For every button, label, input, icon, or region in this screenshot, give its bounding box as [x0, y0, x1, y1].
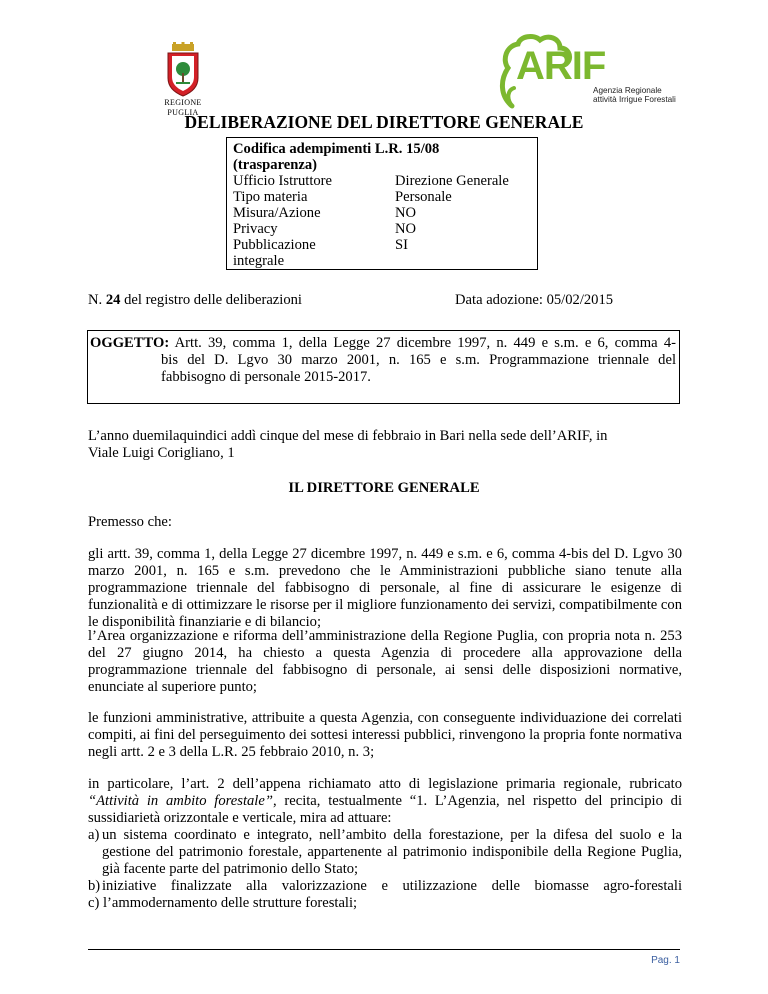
arif-logo-subtitle [593, 86, 676, 104]
arif-logo [496, 32, 676, 112]
list-item [88, 878, 682, 895]
document-title: DELIBERAZIONE DEL DIRETTORE GENERALE [184, 112, 584, 132]
registro-suffix: del registro delle deliberazioni [120, 292, 302, 308]
codifica-key: Misura/Azione [233, 205, 321, 221]
section-heading: IL DIRETTORE GENERALE [288, 480, 480, 496]
region-logo-label: REGIONE PUGLIA [164, 98, 202, 117]
footer-divider [88, 949, 680, 950]
premesso-label: Premesso che: [88, 514, 172, 530]
registro-prefix: N. [88, 292, 106, 308]
intro-line-2: Viale Luigi Corigliano, 1 [88, 445, 235, 461]
oggetto-line-3: fabbisogno di personale 2015-2017. [161, 369, 371, 385]
paragraph-3: le funzioni amministrative, attribuite a questa Agenzia, con conseguente individuazione dei correlati compiti, ai fini del perseguimento dei sottesi interessi pubblici, rinvengono la propria fonte normativa negli artt. 2 e 3 della L.R. 25 febbraio 2010, n. 3; [88, 710, 682, 760]
oggetto-line-1 [90, 335, 676, 352]
registro-line [88, 292, 302, 309]
codifica-key: Privacy [233, 221, 278, 237]
paragraph-4-italic: “Attività in ambito forestale” [88, 793, 273, 809]
region-crest-icon [148, 42, 218, 98]
oggetto-label: OGGETTO: [90, 335, 170, 351]
codifica-value: SI [395, 237, 408, 253]
codifica-key-continuation: integrale [233, 253, 285, 269]
codifica-heading-1: Codifica adempimenti L.R. 15/08 [233, 141, 440, 157]
arif-logo-word: ARIF [516, 44, 606, 88]
intro-paragraph [88, 428, 682, 462]
paragraph-1: gli artt. 39, comma 1, della Legge 27 dicembre 1997, n. 449 e s.m. e 6, comma 4-bis del D. Lgvo 30 marzo 2001, n. 165 e s.m. prevedono che le Amministrazioni pubbliche siano tenute alla programmazione triennale del fabbisogno di personale, al fine di assicurare le esigenze di funzionalità e di ottimizzare le risorse per il migliore funzionamento dei servizi, compatibilmente con le disponibilità finanziarie e di bilancio; [88, 546, 682, 630]
codifica-row [233, 189, 537, 205]
codifica-value: Direzione Generale [395, 173, 509, 189]
registro-number: 24 [105, 292, 121, 308]
codifica-key: Pubblicazione [233, 237, 316, 253]
arif-logo-sub-line-1: Agenzia Regionale [593, 86, 662, 95]
list-marker: a) [88, 827, 100, 843]
codifica-value: NO [395, 221, 417, 237]
list-item-text: iniziative finalizzate alla valorizzazione e utilizzazione delle biomasse agro-forestali [102, 878, 682, 894]
page-number: Pag. 1 [651, 955, 680, 966]
list-marker: c) [88, 895, 100, 911]
intro-line-1: L’anno duemilaquindici addì cinque del mese di febbraio in Bari nella sede dell’ARIF, in [88, 428, 608, 444]
oggetto-box [87, 330, 680, 404]
oggetto-text-1: Artt. 39, comma 1, della Legge 27 dicembre 1997, n. 449 e s.m. e 6, comma 4- [169, 335, 676, 351]
arif-logo-sub-line-2: attività Irrigue Forestali [593, 95, 676, 104]
regione-puglia-logo [148, 42, 218, 117]
codifica-key: Tipo materia [233, 189, 308, 205]
codifica-key: Ufficio Istruttore [233, 173, 333, 189]
paragraph-2: l’Area organizzazione e riforma dell’amministrazione della Regione Puglia, con propria nota n. 253 del 27 giugno 2014, ha chiesto a questa Agenzia di procedere alla approvazione della programmazione triennale del fabbisogno di personale, ai sensi delle disposizioni normative, enunciate al superiore punto; [88, 628, 682, 695]
list-marker: b) [88, 878, 101, 894]
paragraph-4-pre: in particolare, l’art. 2 dell’appena richiamato atto di legislazione primaria regionale, rubricato [88, 776, 682, 792]
codifica-value: NO [395, 205, 417, 221]
list-item [88, 895, 682, 912]
paragraph-4-post: , recita, testualmente “1. L’Agenzia, nel rispetto del principio di sussidiarietà orizzontale e verticale, mira ad attuare: [88, 793, 682, 826]
codifica-heading-2: (trasparenza) [233, 157, 318, 173]
codifica-value: Personale [395, 189, 452, 205]
codifica-row [233, 205, 537, 221]
list-item [88, 827, 682, 878]
list-item-text: l’ammodernamento delle strutture forestali; [103, 895, 358, 911]
data-adozione: Data adozione: 05/02/2015 [455, 292, 614, 308]
codifica-row [233, 237, 537, 253]
codifica-row [233, 173, 537, 189]
paragraph-4 [88, 776, 682, 912]
codifica-box [226, 137, 538, 270]
list-item-text: un sistema coordinato e integrato, nell’ambito della forestazione, per la difesa del suolo e la gestione del patrimonio forestale, appartenente al patrimonio indisponibile della Regione Puglia, già facente parte del patrimonio dello Stato; [102, 827, 682, 877]
codifica-row [233, 221, 537, 237]
paragraph-4-text [88, 776, 682, 827]
oggetto-line-2: bis del D. Lgvo 30 marzo 2001, n. 165 e s.m. Programmazione triennale del [161, 352, 676, 368]
